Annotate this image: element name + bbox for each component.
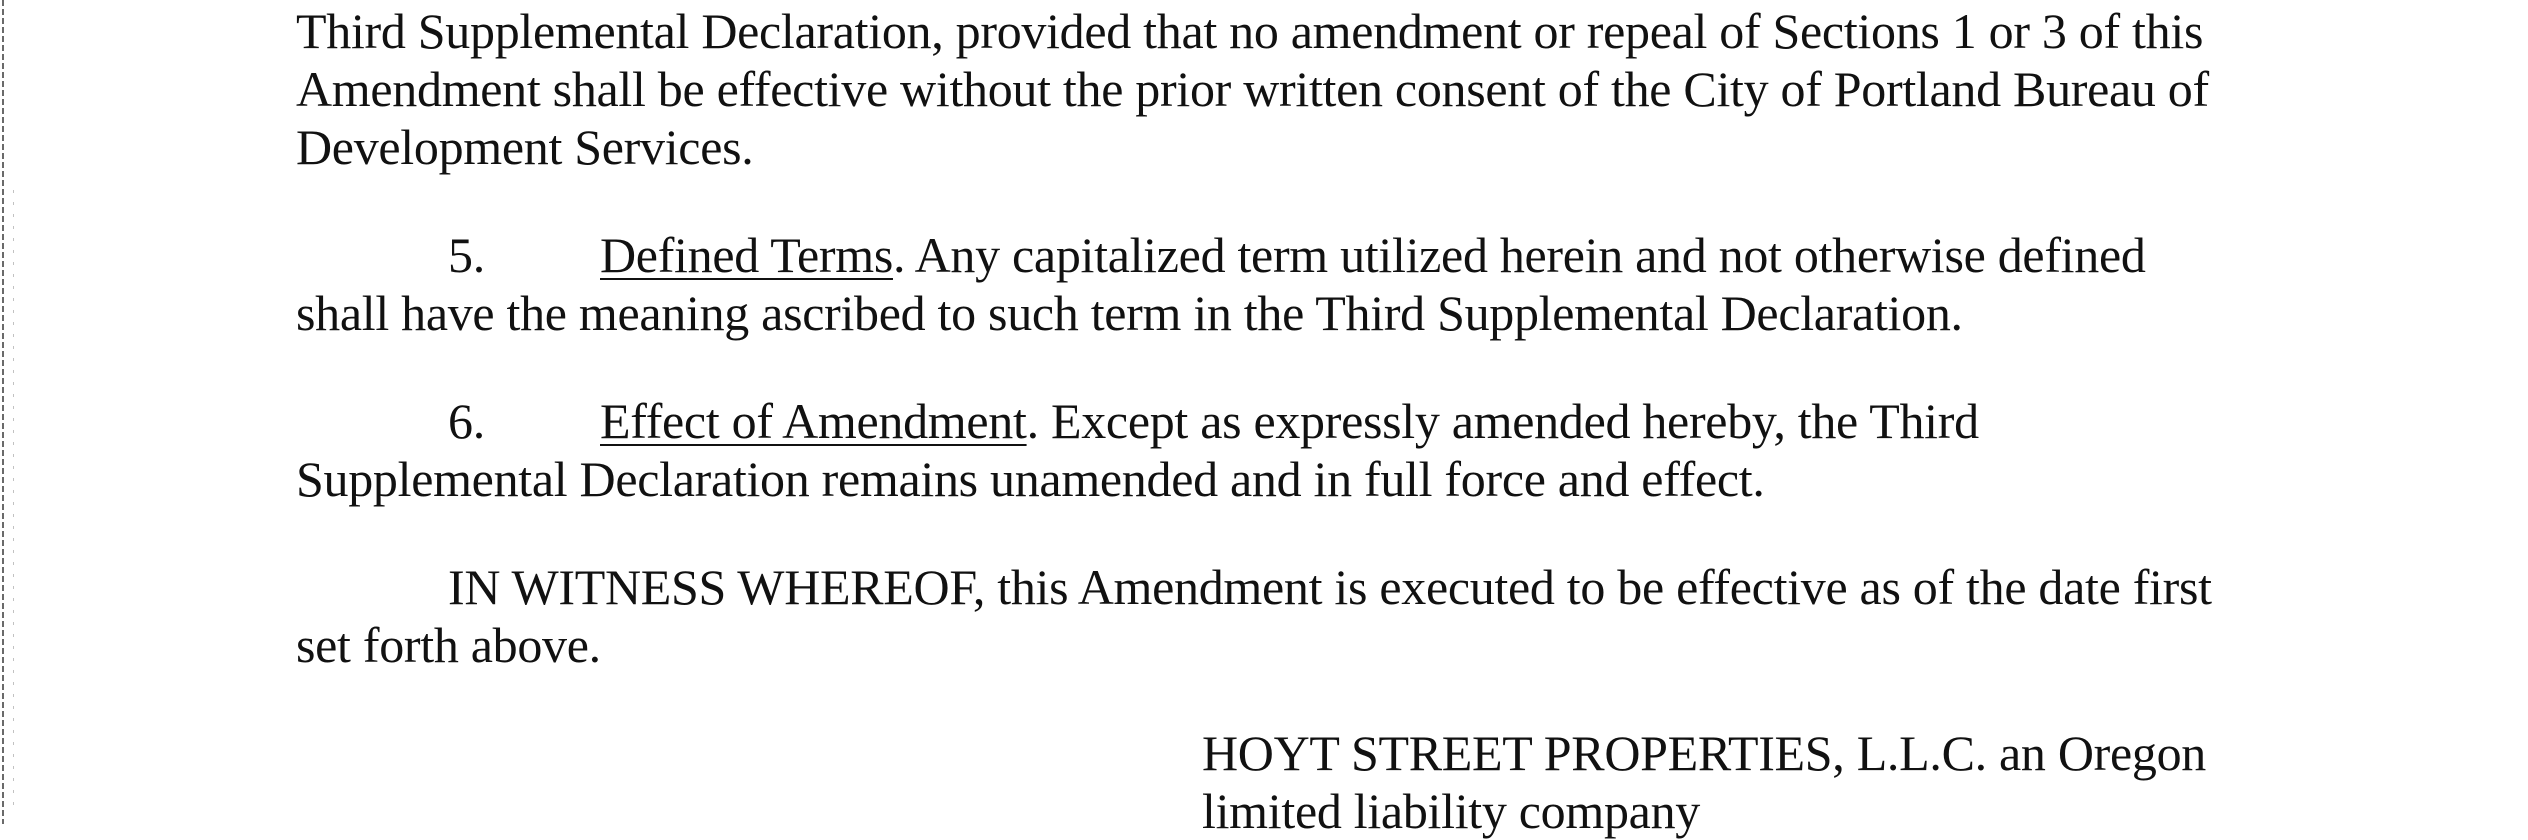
section-6-line-2: Supplemental Declaration remains unamended and in full force and effect. (296, 451, 1765, 507)
section-heading: Defined Terms (600, 227, 893, 283)
signature-entity-line-1: HOYT STREET PROPERTIES, L.L.C. an Oregon (1202, 725, 2206, 781)
section-number: 5. (448, 227, 485, 283)
paragraph-line: Third Supplemental Declaration, provided that no amendment or repeal of Sections 1 or 3 of this (296, 3, 2204, 59)
signature-entity-line-2: limited liability company (1202, 783, 1700, 839)
scan-margin-artifact (13, 190, 14, 810)
paragraph-line: Amendment shall be effective without the prior written consent of the City of Portland Bureau of (296, 61, 2209, 117)
section-number: 6. (448, 393, 485, 449)
witness-line-2: set forth above. (296, 617, 601, 673)
section-6-line-1 (448, 392, 1979, 450)
section-heading: Effect of Amendment (600, 393, 1027, 449)
section-5-line-2: shall have the meaning ascribed to such term in the Third Supplemental Declaration. (296, 285, 1963, 341)
section-5-line-1 (448, 226, 2146, 284)
paragraph-line: Development Services. (296, 119, 754, 175)
witness-line-1: IN WITNESS WHEREOF, this Amendment is executed to be effective as of the date first (448, 559, 2212, 615)
scan-margin-edge (2, 0, 4, 824)
section-text: . Any capitalized term utilized herein and not otherwise defined (892, 227, 2146, 283)
section-text: . Except as expressly amended hereby, the Third (1026, 393, 1979, 449)
